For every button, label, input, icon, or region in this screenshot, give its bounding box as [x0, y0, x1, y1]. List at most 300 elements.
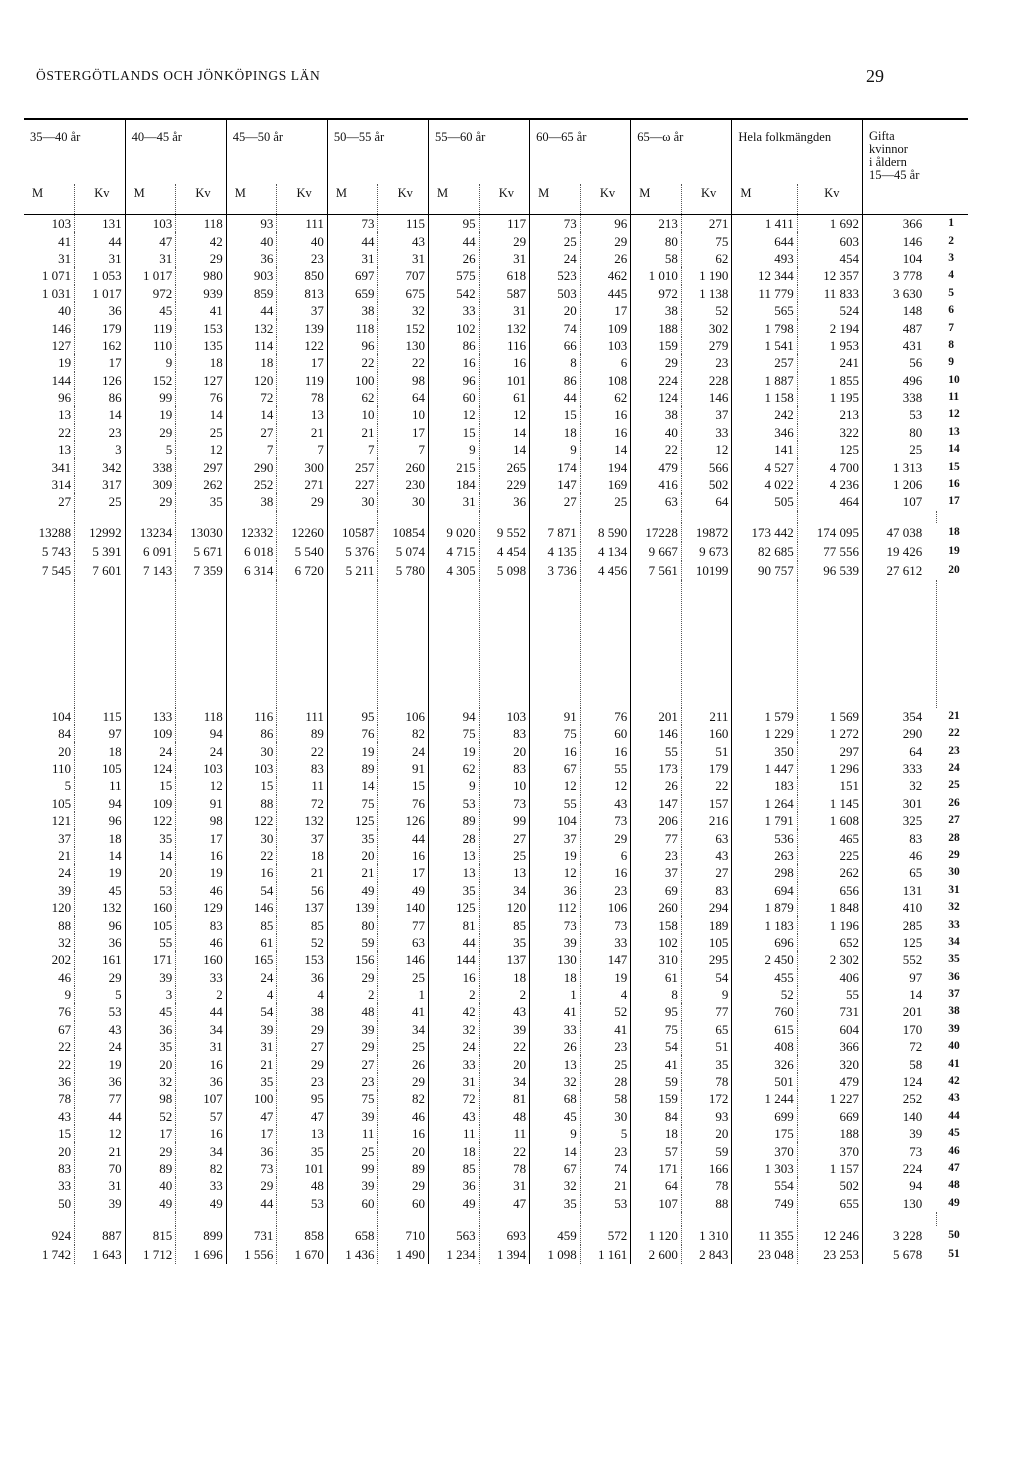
table-cell: 5 211	[327, 561, 378, 580]
table-cell: 271	[277, 476, 328, 493]
table-cell: 17	[125, 1125, 176, 1142]
row-number: 36	[948, 970, 960, 983]
gifta-header-line: 15—45 år	[869, 168, 920, 183]
page-number: 29	[866, 66, 884, 86]
gifta-cell: 65	[863, 864, 937, 881]
gifta-cell: 94	[863, 1177, 937, 1194]
table-cell: 12	[75, 1125, 126, 1142]
table-cell: 32	[530, 1177, 581, 1194]
table-cell: 14	[479, 441, 530, 458]
table-row	[24, 829, 968, 846]
table-cell: 153	[277, 951, 328, 968]
table-cell: 9	[681, 986, 732, 1003]
table-cell: 35	[176, 493, 227, 510]
table-cell: 166	[681, 1160, 732, 1177]
table-cell: 16	[429, 969, 480, 986]
table-cell: 107	[631, 1195, 682, 1212]
table-cell: 27	[479, 829, 530, 846]
gifta-cell: 552	[863, 951, 937, 968]
table-cell: 109	[125, 795, 176, 812]
table-cell: 13	[479, 864, 530, 881]
table-cell: 34	[378, 1021, 429, 1038]
table-cell: 48	[327, 1003, 378, 1020]
table-cell: 94	[429, 708, 480, 725]
table-cell: 7 545	[41, 562, 72, 578]
table-cell: 350	[732, 742, 797, 759]
table-cell: 189	[681, 916, 732, 933]
table-cell: 502	[681, 476, 732, 493]
table-cell: 1 017	[125, 267, 176, 284]
table-cell: 34	[479, 882, 530, 899]
table-cell: 13288	[38, 524, 72, 540]
table-cell: 19	[75, 1055, 126, 1072]
table-cell: 144	[51, 372, 72, 388]
table-cell: 31	[327, 250, 378, 267]
table-cell: 17	[176, 829, 227, 846]
row-number: 17	[948, 495, 960, 508]
table-cell: 1 145	[797, 795, 862, 812]
table-cell: 64	[631, 1177, 682, 1194]
table-cell: 146	[631, 725, 682, 742]
table-cell: 227	[327, 476, 378, 493]
table-cell: 972	[631, 285, 682, 302]
table-cell: 1 244	[732, 1090, 797, 1107]
table-cell: 48	[479, 1108, 530, 1125]
table-cell: 15	[58, 1126, 72, 1142]
table-cell: 121	[51, 813, 72, 829]
table-cell: 7 359	[176, 561, 227, 580]
table-cell: 49	[327, 882, 378, 899]
table-cell: 39	[226, 1021, 277, 1038]
row-number: 22	[948, 727, 960, 740]
table-cell: 4 456	[580, 561, 631, 580]
table-cell: 89	[327, 760, 378, 777]
table-cell: 27	[530, 493, 581, 510]
table-cell: 122	[277, 337, 328, 354]
table-cell: 36	[58, 1074, 72, 1090]
table-cell: 119	[125, 319, 176, 336]
table-cell: 86	[75, 389, 126, 406]
table-cell: 33	[176, 969, 227, 986]
table-cell: 1 670	[277, 1245, 328, 1264]
table-cell: 47	[226, 1108, 277, 1125]
table-cell: 33	[580, 934, 631, 951]
table-cell: 11	[327, 1125, 378, 1142]
table-row	[24, 561, 968, 580]
table-cell: 44	[327, 232, 378, 249]
table-cell: 12	[479, 406, 530, 423]
table-cell: 655	[797, 1195, 862, 1212]
table-cell: 70	[75, 1160, 126, 1177]
table-cell: 12260	[277, 523, 328, 542]
table-cell: 127	[51, 337, 72, 353]
table-cell: 11	[277, 777, 328, 794]
table-cell: 126	[75, 372, 126, 389]
table-cell: 1 712	[125, 1245, 176, 1264]
table-cell: 137	[277, 899, 328, 916]
gifta-cell: 366	[863, 215, 937, 233]
table-cell: 2	[176, 986, 227, 1003]
table-cell: 1 879	[732, 899, 797, 916]
table-cell: 4 022	[732, 476, 797, 493]
table-cell: 46	[58, 969, 72, 985]
table-cell: 67	[58, 1021, 72, 1037]
table-cell: 77	[75, 1090, 126, 1107]
row-number: 8	[948, 338, 954, 351]
table-cell: 29	[125, 493, 176, 510]
table-cell: 45	[530, 1108, 581, 1125]
table-cell: 37	[631, 864, 682, 881]
table-cell: 6 720	[277, 561, 328, 580]
table-cell: 83	[277, 760, 328, 777]
table-cell: 24	[429, 1038, 480, 1055]
table-cell: 2	[429, 986, 480, 1003]
table-cell: 51	[681, 1038, 732, 1055]
table-cell: 105	[75, 760, 126, 777]
table-cell: 317	[75, 476, 126, 493]
gifta-cell: 19 426	[863, 542, 937, 561]
table-cell: 699	[732, 1108, 797, 1125]
table-cell: 83	[58, 1160, 72, 1176]
table-cell: 63	[681, 829, 732, 846]
table-cell: 77 556	[797, 542, 862, 561]
table-cell: 1 120	[631, 1226, 682, 1245]
table-row	[24, 795, 968, 812]
table-row	[24, 742, 968, 759]
table-cell: 587	[479, 285, 530, 302]
table-cell: 33	[429, 1055, 480, 1072]
table-cell: 140	[378, 899, 429, 916]
table-cell: 20	[479, 742, 530, 759]
gifta-cell: 47 038	[863, 523, 937, 542]
table-cell: 118	[176, 215, 227, 233]
table-cell: 20	[378, 1142, 429, 1159]
table-cell: 14	[125, 847, 176, 864]
table-cell: 179	[681, 760, 732, 777]
table-cell: 89	[378, 1160, 429, 1177]
table-cell: 21	[327, 424, 378, 441]
table-cell: 41	[58, 233, 72, 249]
col-header-kv: Kv	[75, 184, 126, 215]
table-cell: 13	[58, 442, 72, 458]
table-cell: 37	[681, 406, 732, 423]
table-cell: 30	[378, 493, 429, 510]
row-number: 7	[948, 321, 954, 334]
gifta-cell: 3 778	[863, 267, 937, 284]
col-header-kv: Kv	[681, 184, 732, 215]
table-cell: 15	[429, 424, 480, 441]
table-cell: 29	[327, 969, 378, 986]
table-cell: 61	[479, 389, 530, 406]
table-cell: 1 394	[479, 1245, 530, 1264]
table-cell: 501	[732, 1073, 797, 1090]
table-cell: 6	[580, 847, 631, 864]
gifta-cell: 301	[863, 795, 937, 812]
row-number: 3	[948, 251, 954, 264]
table-row	[24, 354, 968, 371]
table-cell: 147	[530, 476, 581, 493]
table-cell: 33	[58, 1178, 72, 1194]
table-cell: 52	[681, 302, 732, 319]
table-cell: 1 183	[732, 916, 797, 933]
table-cell: 1	[530, 986, 581, 1003]
table-cell: 14	[327, 777, 378, 794]
table-cell: 125	[429, 899, 480, 916]
table-cell: 35	[125, 829, 176, 846]
table-cell: 408	[732, 1038, 797, 1055]
table-cell: 73	[327, 215, 378, 233]
age-group-header-row	[24, 119, 968, 184]
table-row	[24, 969, 968, 986]
table-cell: 12 344	[732, 267, 797, 284]
table-row	[24, 1160, 968, 1177]
table-cell: 19	[58, 355, 72, 371]
table-cell: 242	[732, 406, 797, 423]
table-cell: 37	[277, 302, 328, 319]
row-number: 38	[948, 1005, 960, 1018]
table-cell: 505	[732, 493, 797, 510]
table-row	[24, 250, 968, 267]
table-cell: 1 541	[732, 337, 797, 354]
table-cell: 23	[75, 424, 126, 441]
table-cell: 152	[378, 319, 429, 336]
table-cell: 53	[580, 1195, 631, 1212]
table-cell: 693	[479, 1226, 530, 1245]
table-cell: 96	[327, 337, 378, 354]
table-cell: 21	[277, 424, 328, 441]
table-cell: 370	[732, 1142, 797, 1159]
table-cell: 80	[327, 916, 378, 933]
table-cell: 1 791	[732, 812, 797, 829]
table-cell: 36	[176, 1073, 227, 1090]
table-cell: 76	[327, 725, 378, 742]
table-cell: 52	[125, 1108, 176, 1125]
table-cell: 13030	[176, 523, 227, 542]
table-cell: 33	[530, 1021, 581, 1038]
table-cell: 366	[797, 1038, 862, 1055]
table-cell: 44	[226, 302, 277, 319]
table-cell: 15	[378, 777, 429, 794]
table-cell: 10	[327, 406, 378, 423]
table-cell: 160	[125, 899, 176, 916]
table-cell: 731	[226, 1226, 277, 1245]
table-cell: 13234	[125, 523, 176, 542]
table-row	[24, 882, 968, 899]
table-cell: 29	[125, 424, 176, 441]
table-cell: 27	[58, 494, 72, 510]
table-cell: 76	[378, 795, 429, 812]
table-cell: 300	[277, 458, 328, 475]
table-cell: 35	[226, 1073, 277, 1090]
table-cell: 27	[226, 424, 277, 441]
table-cell: 55	[530, 795, 581, 812]
table-cell: 11 779	[732, 285, 797, 302]
table-cell: 171	[125, 951, 176, 968]
table-cell: 18	[75, 742, 126, 759]
table-cell: 44	[429, 232, 480, 249]
table-cell: 54	[226, 882, 277, 899]
table-cell: 75	[327, 795, 378, 812]
table-cell: 14	[226, 406, 277, 423]
table-cell: 51	[681, 742, 732, 759]
table-cell: 44	[226, 1195, 277, 1212]
table-cell: 137	[479, 951, 530, 968]
table-row	[24, 372, 968, 389]
table-cell: 97	[75, 725, 126, 742]
table-cell: 22	[479, 1038, 530, 1055]
table-cell: 25	[378, 1038, 429, 1055]
table-cell: 32	[530, 1073, 581, 1090]
table-cell: 88	[681, 1195, 732, 1212]
row-number: 10	[948, 373, 960, 386]
table-cell: 16	[176, 1055, 227, 1072]
table-cell: 3	[75, 441, 126, 458]
table-cell: 16	[580, 424, 631, 441]
table-cell: 59	[327, 934, 378, 951]
table-cell: 858	[277, 1226, 328, 1245]
table-cell: 5 540	[277, 542, 328, 561]
table-cell: 39	[327, 1021, 378, 1038]
table-cell: 43	[681, 847, 732, 864]
gifta-cell: 25	[863, 441, 937, 458]
table-cell: 58	[580, 1090, 631, 1107]
table-cell: 8	[530, 354, 581, 371]
table-cell: 127	[176, 372, 227, 389]
table-cell: 62	[429, 760, 480, 777]
gifta-cell: 80	[863, 424, 937, 441]
table-cell: 160	[176, 951, 227, 968]
table-row	[24, 302, 968, 319]
table-cell: 370	[797, 1142, 862, 1159]
gifta-header-line: kvinnor	[869, 142, 908, 157]
table-cell: 98	[125, 1090, 176, 1107]
table-cell: 1 264	[732, 795, 797, 812]
row-number: 32	[948, 901, 960, 914]
gifta-cell: 170	[863, 1021, 937, 1038]
table-cell: 298	[732, 864, 797, 881]
table-cell: 9	[530, 1125, 581, 1142]
table-cell: 22	[58, 424, 72, 440]
gifta-cell: 32	[863, 777, 937, 794]
table-cell: 297	[797, 742, 862, 759]
table-cell: 12992	[75, 523, 126, 542]
table-cell: 22	[277, 742, 328, 759]
row-number: 18	[948, 525, 960, 538]
table-cell: 152	[125, 372, 176, 389]
table-cell: 74	[580, 1160, 631, 1177]
table-cell: 21	[580, 1177, 631, 1194]
table-cell: 17	[580, 302, 631, 319]
table-cell: 1 579	[732, 708, 797, 725]
row-number: 29	[948, 848, 960, 861]
table-cell: 6	[580, 354, 631, 371]
age-group-header: 45—50 år	[226, 119, 327, 184]
table-cell: 9 673	[681, 542, 732, 561]
table-cell: 6 018	[226, 542, 277, 561]
table-cell: 29	[378, 1073, 429, 1090]
table-cell: 16	[378, 1125, 429, 1142]
table-cell: 3 736	[530, 561, 581, 580]
table-cell: 133	[125, 708, 176, 725]
table-cell: 1 490	[378, 1245, 429, 1264]
table-cell: 20	[58, 1143, 72, 1159]
table-cell: 29	[176, 250, 227, 267]
table-cell: 46	[378, 1108, 429, 1125]
table-cell: 95	[631, 1003, 682, 1020]
table-cell: 297	[176, 458, 227, 475]
row-number: 28	[948, 831, 960, 844]
table-cell: 29	[125, 1142, 176, 1159]
table-row	[24, 708, 968, 725]
table-cell: 107	[176, 1090, 227, 1107]
sex-header-row	[24, 184, 968, 215]
table-cell: 29	[378, 1177, 429, 1194]
table-cell: 24	[378, 742, 429, 759]
table-cell: 103	[176, 760, 227, 777]
table-cell: 4 305	[429, 561, 480, 580]
table-cell: 5 780	[378, 561, 429, 580]
table-cell: 44	[429, 934, 480, 951]
table-cell: 31	[479, 1177, 530, 1194]
table-cell: 62	[580, 389, 631, 406]
table-cell: 39	[58, 882, 72, 898]
table-cell: 27	[681, 864, 732, 881]
table-cell: 31	[58, 250, 72, 266]
table-cell: 338	[125, 458, 176, 475]
table-cell: 43	[580, 795, 631, 812]
table-cell: 35	[479, 934, 530, 951]
table-cell: 43	[429, 1108, 480, 1125]
table-cell: 1 798	[732, 319, 797, 336]
table-cell: 12	[580, 777, 631, 794]
table-cell: 5 074	[378, 542, 429, 561]
table-cell: 19	[530, 847, 581, 864]
table-row	[24, 285, 968, 302]
gifta-cell: 72	[863, 1038, 937, 1055]
table-cell: 20	[530, 302, 581, 319]
table-cell: 50	[58, 1195, 72, 1211]
table-cell: 104	[530, 812, 581, 829]
table-cell: 3	[125, 986, 176, 1003]
table-cell: 43	[479, 1003, 530, 1020]
table-cell: 24	[530, 250, 581, 267]
table-cell: 59	[681, 1142, 732, 1159]
table-cell: 84	[58, 726, 72, 742]
row-number: 1	[948, 217, 954, 230]
table-cell: 56	[277, 882, 328, 899]
table-cell: 11	[75, 777, 126, 794]
table-cell: 12	[176, 777, 227, 794]
table-cell: 13	[530, 1055, 581, 1072]
table-cell: 465	[797, 829, 862, 846]
table-cell: 271	[681, 215, 732, 233]
table-cell: 53	[277, 1195, 328, 1212]
table-cell: 35	[277, 1142, 328, 1159]
table-cell: 96 539	[797, 561, 862, 580]
table-cell: 12 357	[797, 267, 862, 284]
table-cell: 99	[327, 1160, 378, 1177]
table-cell: 151	[797, 777, 862, 794]
table-cell: 41	[530, 1003, 581, 1020]
table-cell: 459	[530, 1226, 581, 1245]
table-cell: 503	[530, 285, 581, 302]
table-cell: 60	[429, 389, 480, 406]
table-cell: 16	[580, 742, 631, 759]
table-cell: 118	[327, 319, 378, 336]
table-cell: 2 843	[681, 1245, 732, 1264]
table-cell: 122	[125, 812, 176, 829]
gifta-header-line: i åldern	[869, 155, 907, 170]
